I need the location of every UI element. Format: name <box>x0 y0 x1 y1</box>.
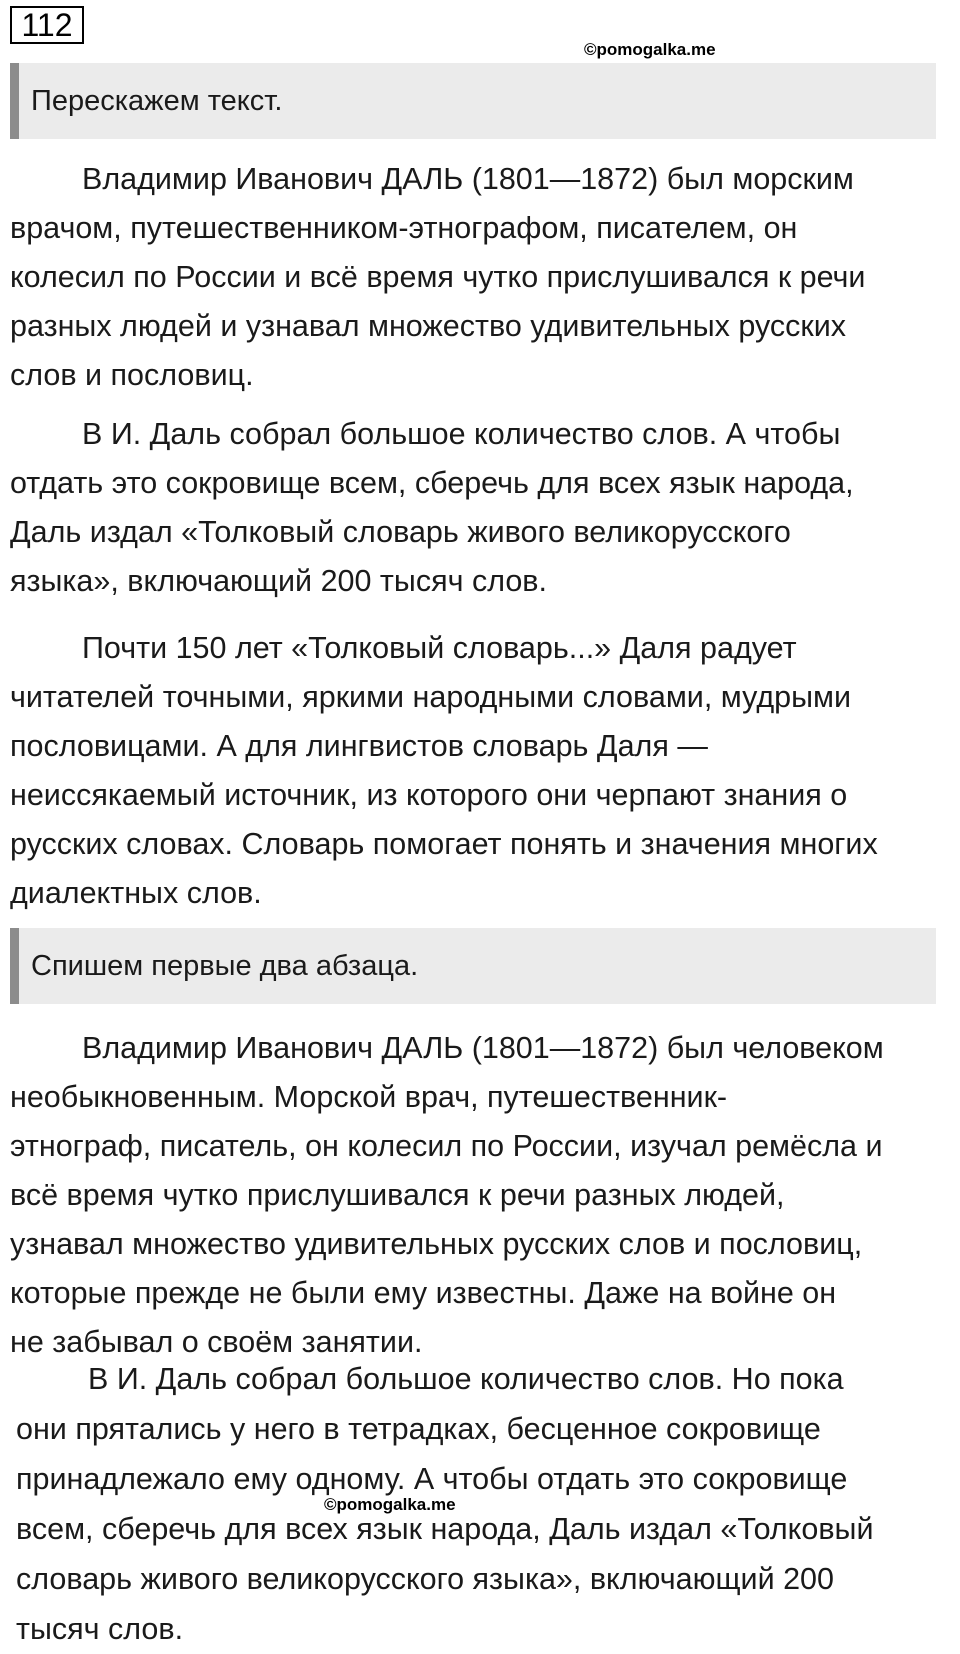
paragraph-line: этнограф, писатель, он колесил по России, изучал ремёсла и <box>10 1129 883 1163</box>
paragraph-line: не забывал о своём занятии. <box>10 1325 423 1359</box>
paragraph-line: всем, сберечь для всех язык народа, Даль издал «Толковый <box>16 1512 874 1546</box>
paragraph-line: они прятались у него в тетрадках, бесценное сокровище <box>16 1412 821 1446</box>
paragraph-line: всё время чутко прислушивался к речи разных людей, <box>10 1178 785 1212</box>
paragraph-2 <box>10 410 940 606</box>
paragraph-line: пословицами. А для лингвистов словарь Даля — <box>10 729 708 763</box>
paragraph-line: необыкновенным. Морской врач, путешественник- <box>10 1080 728 1114</box>
paragraph-line: Владимир Иванович ДАЛЬ (1801—1872) был морским <box>82 162 854 196</box>
section-header-copy: Спишем первые два абзаца. <box>10 928 936 1004</box>
paragraph-line: словарь живого великорусского языка», включающий 200 <box>16 1562 834 1596</box>
paragraph-line: Владимир Иванович ДАЛЬ (1801—1872) был человеком <box>82 1031 884 1065</box>
paragraph-line: которые прежде не были ему известны. Даже на войне он <box>10 1276 837 1310</box>
paragraph-line: языка», включающий 200 тысяч слов. <box>10 564 547 598</box>
paragraph-line: читателей точными, яркими народными словами, мудрыми <box>10 680 852 714</box>
paragraph-line: разных людей и узнавал множество удивительных русских <box>10 309 847 343</box>
paragraph-line: отдать это сокровище всем, сберечь для всех язык народа, <box>10 466 854 500</box>
watermark-middle: ©pomogalka.me <box>324 1495 456 1514</box>
paragraph-1 <box>10 155 940 400</box>
watermark-top: ©pomogalka.me <box>584 40 716 59</box>
paragraph-line: русских словах. Словарь помогает понять и значения многих <box>10 827 878 861</box>
paragraph-5 <box>16 1354 946 1654</box>
paragraph-line: неиссякаемый источник, из которого они черпают знания о <box>10 778 848 812</box>
paragraph-line: В И. Даль собрал большое количество слов. А чтобы <box>82 417 841 451</box>
section-header-retell: Перескажем текст. <box>10 63 936 139</box>
paragraph-line: принадлежало ему одному. А чтобы отдать это сокровище <box>16 1462 848 1496</box>
paragraph-4 <box>10 1024 940 1367</box>
paragraph-line: колесил по России и всё время чутко прислушивался к речи <box>10 260 866 294</box>
paragraph-line: слов и пословиц. <box>10 358 254 392</box>
paragraph-line: Даль издал «Толковый словарь живого великорусского <box>10 515 791 549</box>
paragraph-line: тысяч слов. <box>16 1612 184 1646</box>
paragraph-line: узнавал множество удивительных русских слов и пословиц, <box>10 1227 863 1261</box>
paragraph-line: врачом, путешественником-этнографом, писателем, он <box>10 211 798 245</box>
paragraph-line: диалектных слов. <box>10 876 262 910</box>
paragraph-line: В И. Даль собрал большое количество слов. Но пока <box>88 1362 844 1396</box>
paragraph-line: Почти 150 лет «Толковый словарь...» Даля радует <box>82 631 797 665</box>
page-number: 112 <box>10 6 84 44</box>
paragraph-3 <box>10 624 940 918</box>
